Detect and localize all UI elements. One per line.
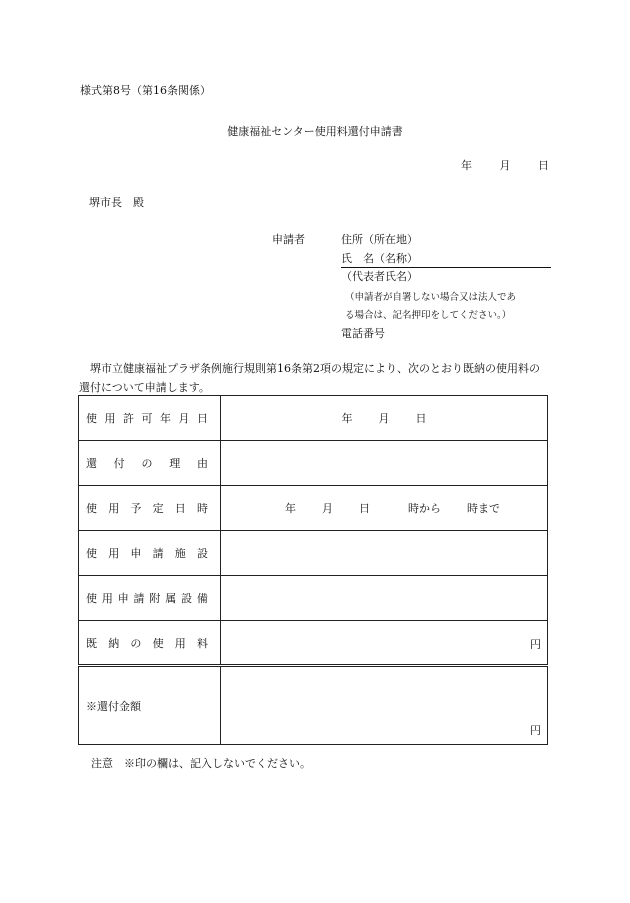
label-refund-reason	[79, 441, 221, 486]
label-char: 納	[108, 636, 120, 650]
label-scheduled-datetime	[79, 486, 221, 531]
label-char: 申	[130, 547, 142, 560]
label-char: 用	[101, 592, 113, 605]
phone-field: 電話番号	[341, 327, 385, 340]
table-row	[79, 396, 548, 441]
label-char: 施	[174, 547, 186, 560]
date-year: 年	[461, 159, 472, 172]
equipment-input[interactable]	[221, 576, 548, 621]
seal-note-line1: （申請者が自署しない場合又は法人であ	[345, 292, 517, 303]
applicant-label: 申請者	[272, 233, 305, 246]
table-row	[79, 486, 548, 531]
label-paid-fee	[79, 621, 221, 666]
table-row	[79, 621, 548, 666]
label-char: 申	[117, 592, 129, 605]
form-number: 様式第8号（第16条関係）	[80, 84, 211, 97]
intro-paragraph: 堺市立健康福祉プラザ条例施行規則第16条第2項の規定により、次のとおり既納の使用料の還付について申請します。	[79, 362, 540, 394]
refund-amount-unit: 円	[530, 724, 541, 737]
label-char: 可	[141, 412, 153, 425]
permit-day: 日	[415, 412, 427, 425]
label-facility	[79, 531, 221, 576]
label-char: 用	[108, 547, 120, 560]
label-char: 請	[152, 547, 164, 560]
label-char: 日	[197, 412, 208, 425]
label-char: 使	[86, 502, 97, 515]
label-char: 使	[86, 547, 97, 560]
label-char: 由	[197, 457, 208, 470]
addressee: 堺市長 殿	[89, 196, 144, 209]
label-char: の	[130, 636, 142, 650]
address-field: 住所（所在地）	[341, 233, 418, 246]
label-char: 用	[104, 412, 116, 425]
date-day: 日	[538, 159, 549, 172]
label-char: 既	[86, 636, 97, 650]
refund-amount-input[interactable]	[221, 666, 548, 745]
application-table	[78, 395, 548, 745]
permit-month: 月	[378, 412, 390, 425]
scheduled-datetime-input[interactable]	[221, 486, 548, 531]
label-char: 用	[174, 636, 186, 650]
seal-note-line2: る場合は、記名押印をしてください。）	[345, 310, 512, 321]
label-char: 使	[152, 636, 164, 650]
label-char: 還	[86, 457, 97, 470]
permit-year: 年	[341, 412, 353, 425]
representative-field: （代表者氏名）	[341, 270, 418, 283]
paid-fee-unit: 円	[530, 638, 541, 651]
name-field: 氏 名（名称）	[341, 250, 551, 268]
label-char: 付	[113, 457, 125, 470]
permit-date-input[interactable]	[221, 396, 548, 441]
footnote: 注意 ※印の欄は、記入しないでください。	[91, 757, 311, 770]
document-title: 健康福祉センター使用料還付申請書	[227, 125, 403, 138]
label-char: 日	[174, 502, 186, 515]
label-char: 附	[149, 592, 161, 605]
label-char: 請	[133, 592, 145, 605]
label-char: 料	[196, 636, 208, 650]
label-char: 月	[178, 412, 190, 425]
label-char: 時	[196, 502, 208, 515]
label-refund-amount: ※還付金額	[79, 666, 221, 745]
label-permit-date	[79, 396, 221, 441]
label-char: 定	[152, 502, 164, 515]
table-row	[79, 576, 548, 621]
sched-month: 月	[322, 502, 333, 515]
label-char: 予	[130, 502, 142, 515]
refund-reason-input[interactable]	[221, 441, 548, 486]
sched-to: 時まで	[467, 502, 500, 515]
label-char: の	[141, 457, 153, 470]
label-char: 年	[160, 412, 171, 425]
label-char: 属	[165, 592, 177, 605]
label-char: 設	[181, 592, 193, 605]
date-month: 月	[499, 159, 511, 172]
table-row	[79, 666, 548, 745]
label-char: 設	[196, 547, 208, 560]
sched-year: 年	[285, 502, 296, 515]
table-row	[79, 441, 548, 486]
label-char: 用	[108, 502, 120, 515]
label-char: 理	[169, 457, 181, 470]
sched-from: 時から	[408, 502, 441, 515]
date-line	[437, 157, 549, 173]
table-row	[79, 531, 548, 576]
label-char: 許	[123, 412, 134, 425]
label-char: 使	[86, 592, 97, 605]
facility-input[interactable]	[221, 531, 548, 576]
label-char: 使	[86, 412, 97, 425]
label-equipment	[79, 576, 221, 621]
sched-day: 日	[359, 502, 370, 515]
paid-fee-input[interactable]	[221, 621, 548, 666]
label-char: 備	[196, 592, 208, 605]
